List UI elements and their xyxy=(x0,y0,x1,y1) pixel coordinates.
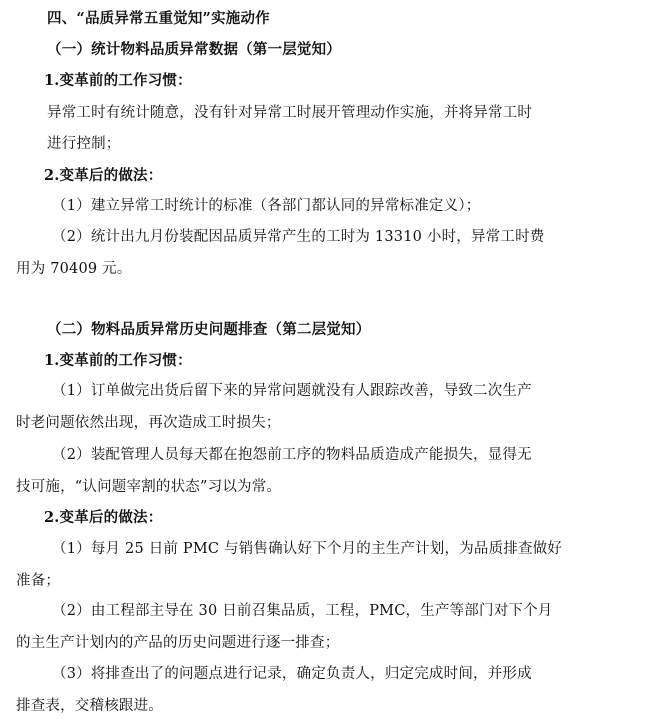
part1-after-item2-line2: 用为 70409 元。 xyxy=(16,261,132,277)
part2-before-item2-line1: （2）装配管理人员每天都在抱怨前工序的物料品质造成产能损失，显得无 xyxy=(52,447,532,463)
part2-after-item3-line2: 排查表，交稽核跟进。 xyxy=(16,698,163,714)
part2-before-item1-line2: 时老问题依然出现，再次造成工时损失； xyxy=(16,415,281,431)
part2-heading: （二）物料品质异常历史问题排查（第二层觉知） xyxy=(47,321,371,338)
part1-after-item2-line1: （2）统计出九月份装配因品质异常产生的工时为 13310 小时，异常工时费 xyxy=(52,229,545,245)
part2-before-item2-line2: 技可施，“认问题宰割的状态”习以为常。 xyxy=(16,479,282,495)
part2-before-heading: 1.变革前的工作习惯： xyxy=(44,352,192,369)
part2-after-item3-line1: （3）将排查出了的问题点进行记录，确定负责人，归定完成时间，并形成 xyxy=(52,666,532,682)
part1-before-text-line2: 进行控制； xyxy=(47,136,121,152)
section-heading: 四、“品质异常五重觉知”实施动作 xyxy=(47,10,270,27)
part1-after-heading: 2.变革后的做法： xyxy=(44,167,163,184)
part1-before-heading: 1.变革前的工作习惯： xyxy=(44,72,192,89)
part1-before-text-line1: 异常工时有统计随意，没有针对异常工时展开管理动作实施，并将异常工时 xyxy=(47,105,533,121)
part1-heading: （一）统计物料品质异常数据（第一层觉知） xyxy=(47,41,341,58)
part2-after-item1-line1: （1）每月 25 日前 PMC 与销售确认好下个月的主生产计划，为品质排查做好 xyxy=(52,541,563,557)
part2-after-item1-line2: 准备； xyxy=(16,573,61,589)
part1-after-item1: （1）建立异常工时统计的标准（各部门都认同的异常标准定义）； xyxy=(52,198,481,214)
part2-after-item2-line2: 的主生产计划内的产品的历史问题进行逐一排查； xyxy=(16,635,340,651)
part2-after-item2-line1: （2）由工程部主导在 30 日前召集品质，工程，PMC，生产等部门对下个月 xyxy=(52,603,553,619)
part2-after-heading: 2.变革后的做法： xyxy=(44,509,163,526)
part2-before-item1-line1: （1）订单做完出货后留下来的异常问题就没有人跟踪改善，导致二次生产 xyxy=(52,383,532,399)
